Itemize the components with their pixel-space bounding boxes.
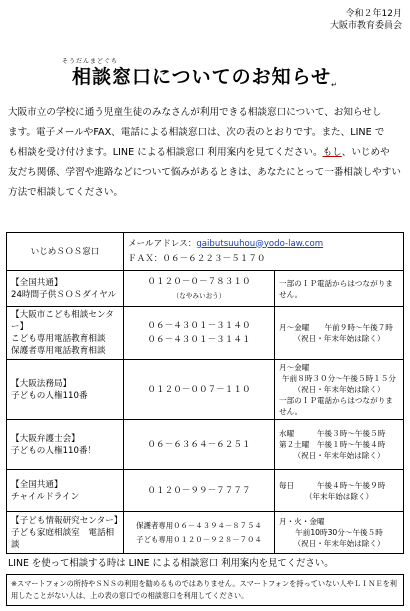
table-row <box>7 420 404 470</box>
row-phone[interactable]: ０６－６３６４－６２５１ <box>124 420 275 470</box>
row-info-2: 午前10時30分～午後５時 <box>295 528 383 537</box>
page-title-text: 相談窓口についてのお知らせ <box>72 66 332 88</box>
row-name <box>7 420 124 470</box>
row-phone <box>124 271 275 307</box>
issuer: 大阪市教育委員会 <box>329 21 402 31</box>
intro-line-2: ます。電子メールやFAX、電話による相談窓口は、次の表のとおりです。また、LINE で <box>8 127 385 138</box>
row-info-2: 午前８時３０分～午後５時１５分 <box>282 374 396 383</box>
table-row <box>7 307 404 360</box>
row-info <box>275 360 404 420</box>
contact-table <box>6 232 404 554</box>
intro-line-3b: もし <box>322 147 342 158</box>
row-info <box>275 307 404 360</box>
row-phone <box>124 512 275 554</box>
row-info-1: 水曜 午後３時～午後５時 <box>279 429 386 438</box>
row-name <box>7 360 124 420</box>
row-info-3: （祝日・年末年始は除く） <box>293 451 385 460</box>
row-info-1: 月～金曜 <box>279 363 310 372</box>
intro-paragraph <box>8 103 404 203</box>
row-phone <box>124 307 275 360</box>
date: 令和２年12月 <box>345 9 402 19</box>
table-row <box>7 512 404 554</box>
table-row <box>7 271 404 307</box>
row-info-3: （祝日・年末年始は除く） <box>293 385 385 394</box>
phone-number[interactable]: ０６－４３０１－３１４０ <box>147 321 251 331</box>
row-name-2: 子どもの人権110番 <box>11 390 88 401</box>
row-info <box>275 470 404 512</box>
row-name-1: 【大阪弁護士会】 <box>11 433 80 444</box>
row-info-2: 第２土曜 午後１時～午後４時 <box>279 440 386 449</box>
row-info <box>275 512 404 554</box>
row-info-1: 月～金曜 午前９時～午後７時 <box>279 323 393 332</box>
intro-line-1: 大阪市立の学校に通う児童生徒のみなさんが利用できる相談窓口について、お知らせし <box>8 107 382 118</box>
row-name-2: 子どもの人権110番！ <box>11 445 97 456</box>
intro-line-4: 友だち関係、学習や進路などについて悩みがあるときは、あなたにとって一番相談しやすい <box>8 167 401 178</box>
row-name-3: 保護者専用電話教育相談 <box>11 346 106 356</box>
row-name-2: 24時間子供ＳＯＳダイヤル <box>11 289 117 300</box>
row-name-1: 【全国共通】 <box>11 277 63 288</box>
row-info-4: 一部のＩＰ電話からはつながりません。 <box>279 396 393 416</box>
phone-reading: （なやみいおう） <box>172 291 226 300</box>
row-name-1: 【大阪市こども相談センター】 <box>11 310 114 332</box>
table-row <box>7 233 404 271</box>
phone-number[interactable]: ０１２０－０－７８３１０ <box>147 276 251 287</box>
row-name-1: 【子ども情報研究センター】 <box>11 515 123 526</box>
date-block <box>330 8 402 32</box>
phone-number[interactable]: ０６－４３０１－３１４１ <box>147 335 251 345</box>
row-phone[interactable]: ０１２０－００７－１１０ <box>124 360 275 420</box>
intro-line-3 <box>8 143 404 163</box>
row-name-1: 【全国共通】 <box>11 479 63 490</box>
row-name-1: 【大阪法務局】 <box>11 378 72 389</box>
row-info-1: 月・火・金曜 <box>279 517 325 526</box>
line-guide-text: LINE を使って相談する時は LINE による相談窓口 利用案内を見てください。 <box>8 558 334 569</box>
row-phone[interactable]: ０１２０－９９－７７７７ <box>124 470 275 512</box>
row-name <box>7 512 124 554</box>
page-title: 相談窓口についてのお知らせ↵ <box>72 66 338 89</box>
row-info: 一部のＩＰ電話からはつながりません。 <box>275 271 404 307</box>
row-info-2: （祝日・年末年始は除く） <box>293 334 385 343</box>
row-name <box>7 307 124 360</box>
row-name <box>7 271 124 307</box>
row-contact <box>124 233 404 271</box>
table-row <box>7 470 404 512</box>
table-row <box>7 360 404 420</box>
row-info-2: （年末年始は除く） <box>304 491 374 501</box>
row-name-2: こども専用電話教育相談 <box>11 334 106 344</box>
intro-line-5: 方法で相談してください。 <box>8 187 124 198</box>
row-name-2: 子ども家庭相談室 電話相談 <box>11 527 115 550</box>
phone-number[interactable]: 保護者専用０６－４３９４－８７５４ <box>136 520 262 530</box>
notice-box: ※スマートフォンの所持やＳＮＳの利用を勧めるものではありません。スマートフォンを持っていない人やＬＩＮＥを利用したことがない人は、上の表の窓口での相談窓口を利用してください。 <box>6 574 404 606</box>
title-ruby: そうだんまどぐち <box>62 58 119 65</box>
intro-line-3a: も相談を受け付けます。LINE による相談窓口 利用案内を見てください。 <box>8 147 323 158</box>
row-name-2: チャイルドライン <box>11 491 80 502</box>
phone-number[interactable]: 子ども専用０１２０－９２８－７０４ <box>136 534 262 544</box>
row-info-3: （祝日・年末年始は除く） <box>293 539 385 548</box>
row-info-1: 毎日 午後４時～午後９時 <box>279 480 386 490</box>
mail-label: メールアドレス： <box>128 238 197 249</box>
email-link[interactable]: gaibutsuuhou@yodo-law.com <box>196 238 324 249</box>
row-info <box>275 420 404 470</box>
row-name <box>7 470 124 512</box>
fax-number: ＦＡＸ：０６－６２２３－５１７０ <box>128 253 266 264</box>
row-name: いじめＳＯＳ窓口 <box>7 233 124 271</box>
intro-line-3c: 、いじめや <box>341 147 390 158</box>
